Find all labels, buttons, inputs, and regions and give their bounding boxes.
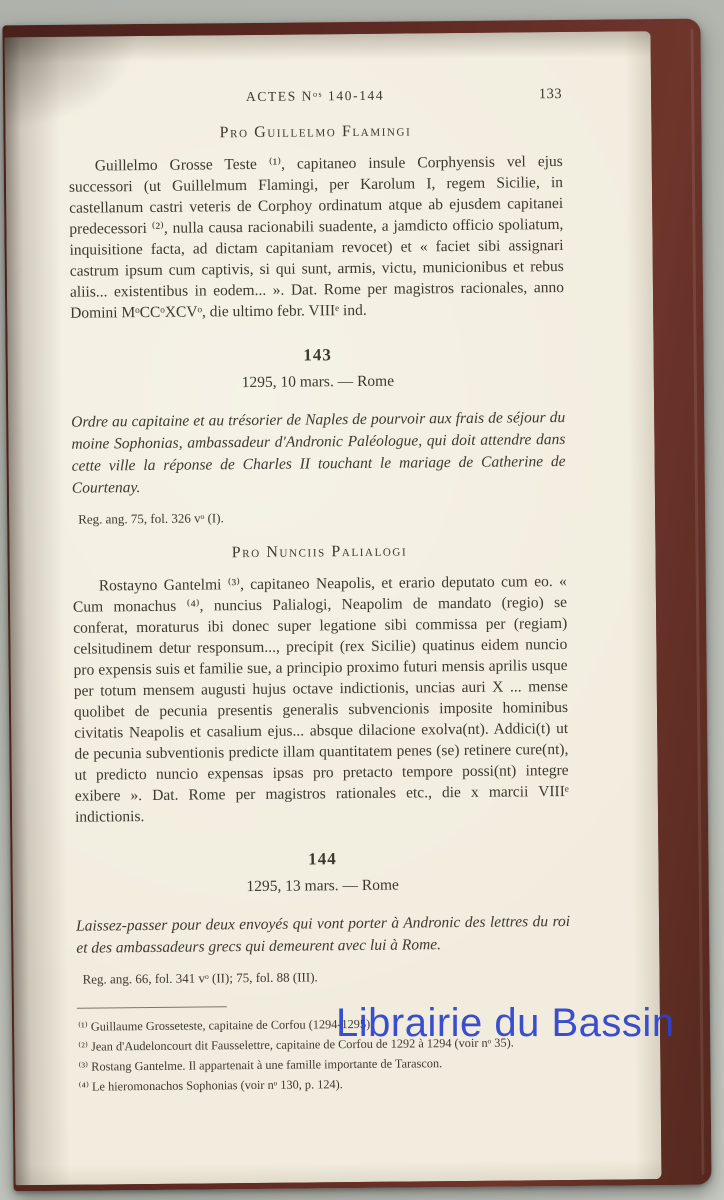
footnote-2: ⁽²⁾ Jean d'Audeloncourt dit Fausselettre, capitaine de Corfou de 1292 à 1294 (voir nᵒ 35). (78, 1035, 514, 1054)
act-143-dateline: 1295, 10 mars. — Rome (241, 372, 395, 392)
footnote-3: ⁽³⁾ Rostang Gantelme. Il appartenait à une famille importante de Tarascon. (78, 1056, 443, 1074)
act-143-number: 143 (303, 345, 332, 365)
running-title: ACTES Nᵒˢ 140-144 (245, 87, 385, 105)
act-143-body: Rostayno Gantelmi ⁽³⁾, capitaneo Neapolis, et erario deputato cum eo. « Cum monachus ⁽⁴⁾, nuncius Palialogi, Neapolim de mandato (regio) se conferat, moraturus ibi donec super legatione sibi commissa per (regiam) celsitudinem detur responsum..., precipit (rex Sicilie) quatinus eidem nuncio pro expensis suis et familie sue, a principio proximo futuri mensis aprilis usque per totum mensem augusti hujus octave indictionis, uncias auri X ... mense quolibet de pecunia presentis generalis subvencionis imposite hominibus civitatis Neapolis et casalium ejus... absque dilacione exolva(nt). Addici(t) ut de pecunia subventionis predicte illam quantitatem penes (se) retinere cure(nt), ut predicto nuncio expensas ipsas pro pretacto tempore possi(nt) integre exibere ». Dat. Rome per magistros rationales etc., die x marcii VIIIᵉ indictionis. (72, 572, 569, 826)
running-head (68, 84, 562, 109)
act-144-number: 144 (308, 849, 337, 869)
footnote-1: ⁽¹⁾ Guillaume Grosseteste, capitaine de Corfou (1294-1295). (77, 1016, 374, 1034)
act-143-heading: Pro Nunciis Palialogi (231, 542, 408, 562)
footnote-separator-rule (77, 1006, 227, 1008)
act-142-body: Guillelmo Grosse Teste ⁽¹⁾, capitaneo insule Corphyensis vel ejus successori (ut Guillelmum Flamingi, per Karolum I, regem Sicilie, in castellanum castri veteris de Corphoy ordinatum atque ab ejusdem capitanei predecessori ⁽²⁾, nulla causa racionabili suadente, a jamdicto officio spoliatum, inquisitione facta, ad dictam capitaniam revocet) et « faciet sibi assignari castrum ipsum cum captivis, si qui sunt, armis, victu, municionibus et rebus aliis... existentibus in eodem... ». Dat. Rome per magistros racionales, anno Domini MᵒCCᵒXCVᵒ, die ultimo febr. VIIIᵉ ind. (68, 153, 565, 322)
page-number: 133 (538, 86, 563, 103)
bookseller-watermark: Librairie du Bassin (336, 1001, 675, 1045)
act-144-summary: Laissez-passer pour deux envoyés qui vont porter à Andronic des lettres du roi et des ambassadeurs grecs qui demeurent avec lui à Rome. (75, 912, 571, 957)
act-144-reference: Reg. ang. 66, fol. 341 vᵒ (II); 75, fol. 88 (III). (82, 969, 318, 987)
act-142-heading: Pro Guillelmo Flamingi (219, 122, 412, 142)
act-143-summary: Ordre au capitaine et au trésorier de Naples de pourvoir aux frais de séjour du moine Sophonias, ambassadeur d'Andronic Paléologue, qui doit attendre dans cette ville la réponse de Charles II touchant le mariage de Catherine de Courtenay. (71, 408, 566, 497)
act-143-reference: Reg. ang. 75, fol. 326 vᵒ (I). (78, 510, 224, 527)
footnote-4: ⁽⁴⁾ Le hieromonachos Sophonias (voir nᵒ 130, p. 124). (78, 1077, 343, 1094)
act-144-dateline: 1295, 13 mars. — Rome (246, 876, 399, 896)
